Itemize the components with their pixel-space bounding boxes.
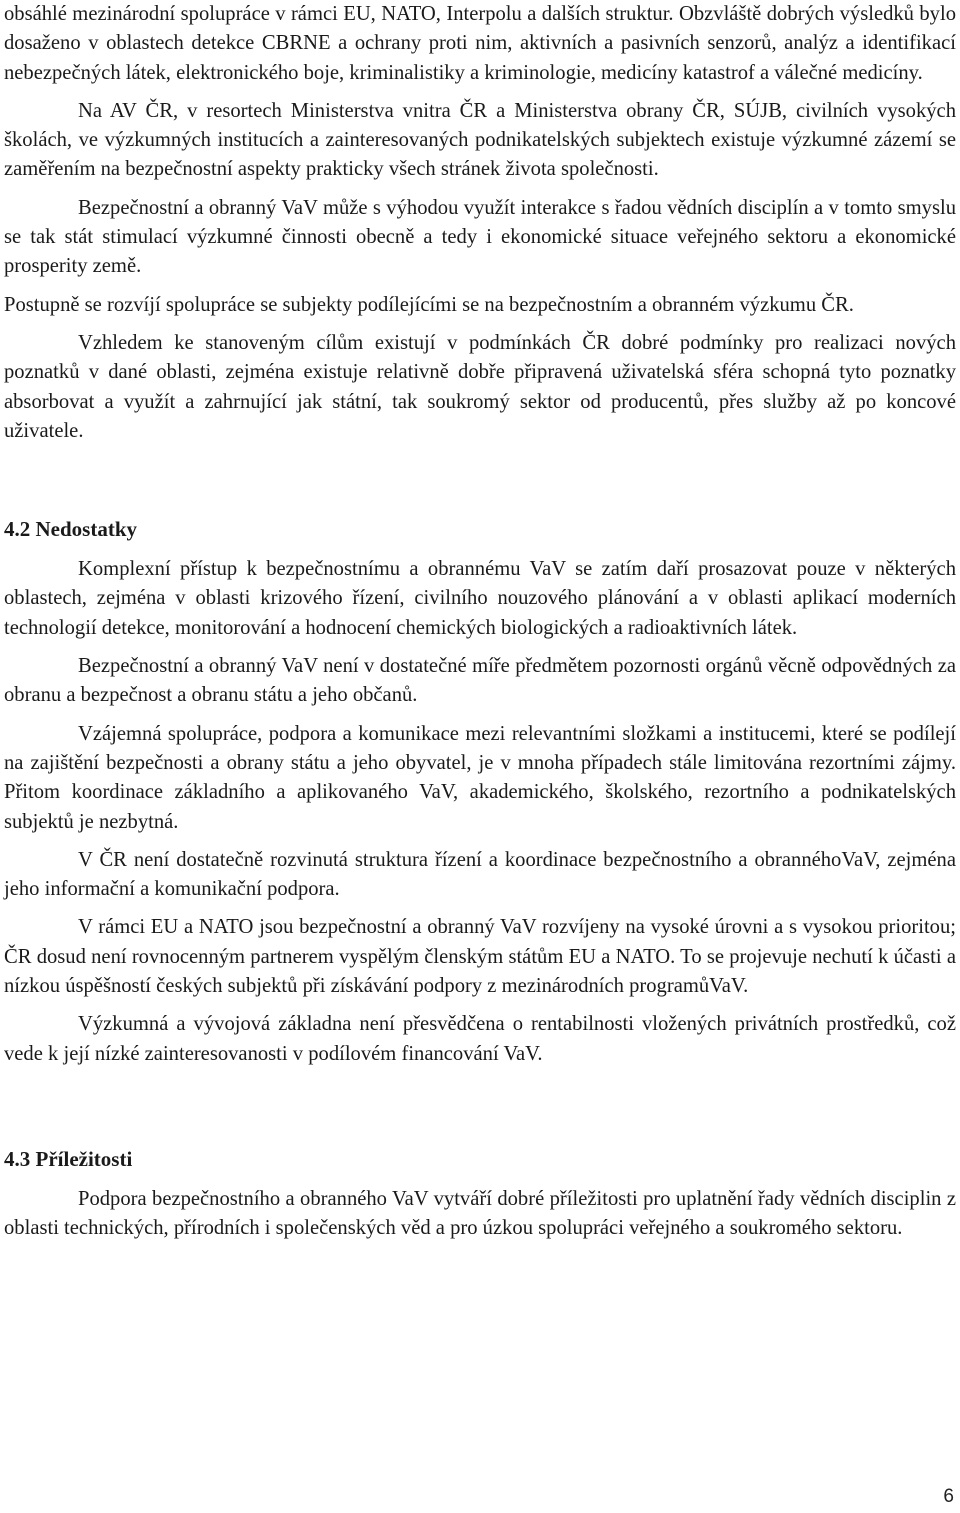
paragraph-weakness-4: V ČR není dostatečně rozvinutá struktura řízení a koordinace bezpečnostního a obrannéhoVaV, zejména jeho informační a komunikační podpora. — [4, 848, 956, 901]
page-number: 6 — [943, 1486, 954, 1507]
paragraph-weakness-6: Výzkumná a vývojová základna není přesvědčena o rentabilnosti vložených privátních prostředků, což vede k její nízké zainteresovanosti v podílovém financování VaV. — [4, 1013, 956, 1065]
paragraph-opportunity-1: Podpora bezpečnostního a obranného VaV vytváří dobré příležitosti pro uplatnění řady vědních disciplin z oblasti technických, přírodních i společenských věd a pro úzkou spolupráci veřejného a soukromého sektoru. — [4, 1187, 956, 1240]
paragraph-research-base: Na AV ČR, v resortech Ministerstva vnitra ČR a Ministerstva obrany ČR, SÚJB, civilních vysokých školách, ve výzkumných institucích a zainteresovaných podnikatelských subjektech existuje výzkumné zázemí se zaměřením na bezpečnostní aspekty prakticky všech stránek života společnosti. — [4, 99, 956, 181]
paragraph-conditions: Vzhledem ke stanoveným cílům existují v podmínkách ČR dobré podmínky pro realizaci nových poznatků v dané oblasti, zejména existuje relativně dobře připravená uživatelská sféra schopná tyto poznatky absorbovat a využít a zahrnující jak státní, tak soukromý sektor od producentů, přes služby až po koncové uživatele. — [4, 331, 956, 442]
paragraph-weakness-1: Komplexní přístup k bezpečnostnímu a obrannému VaV se zatím daří prosazovat pouze v některých oblastech, zejména v oblasti krizového řízení, civilního nouzového plánování a v oblasti aplikací moderních technologií detekce, monitorování a hodnocení chemických biologických a radioaktivních látek. — [4, 558, 956, 639]
paragraph-interdisciplinary: Bezpečnostní a obranný VaV může s výhodou využít interakce s řadou vědních disciplín a v tomto smyslu se tak stát stimulací výzkumné činnosti obecně a tedy i ekonomické situace veřejného sektoru a ekonomické prosperity země. — [4, 196, 956, 278]
section-heading-opportunities: 4.3 Příležitosti — [4, 1146, 133, 1171]
paragraph-cooperation: Postupně se rozvíjí spolupráce se subjekty podílejícími se na bezpečnostním a obranném výzkumu ČR. — [4, 293, 854, 316]
paragraph-weakness-5: V rámci EU a NATO jsou bezpečnostní a obranný VaV rozvíjeny na vysoké úrovni a s vysokou prioritou; ČR dosud není rovnocenným partnerem vyspělým členským státům EU a NATO. To se projevuje nechutí k účasti a nízkou úspěšností českých subjektů při získávání podpory z mezinárodních programůVaV. — [4, 916, 956, 998]
paragraph-weakness-2: Bezpečnostní a obranný VaV není v dostatečné míře předmětem pozornosti orgánů věcně odpovědných za obranu a bezpečnost a obranu státu a jeho občanů. — [4, 655, 956, 707]
paragraph-weakness-3: Vzájemná spolupráce, podpora a komunikace mezi relevantními složkami a institucemi, které se podílejí na zajištění bezpečnosti a obrany státu a jeho obyvatel, je v mnoha případech stále limitována rezortními zájmy. Přitom koordinace základního a aplikovaného VaV, akademického, školského, rezortního a podnikatelských subjektů je nezbytná. — [4, 722, 956, 833]
paragraph-continuation: obsáhlé mezinárodní spolupráce v rámci EU, NATO, Interpolu a dalších struktur. Obzvláště dobrých výsledků bylo dosaženo v oblastech detekce CBRNE a ochrany proti nim, aktivních a pasivních senzorů, analýz a identifikací nebezpečných látek, elektronického boje, kriminalistiky a kriminologie, medicíny katastrof a válečné medicíny. — [4, 3, 956, 84]
section-heading-weaknesses: 4.2 Nedostatky — [4, 517, 138, 542]
document-page — [4, 0, 956, 1244]
